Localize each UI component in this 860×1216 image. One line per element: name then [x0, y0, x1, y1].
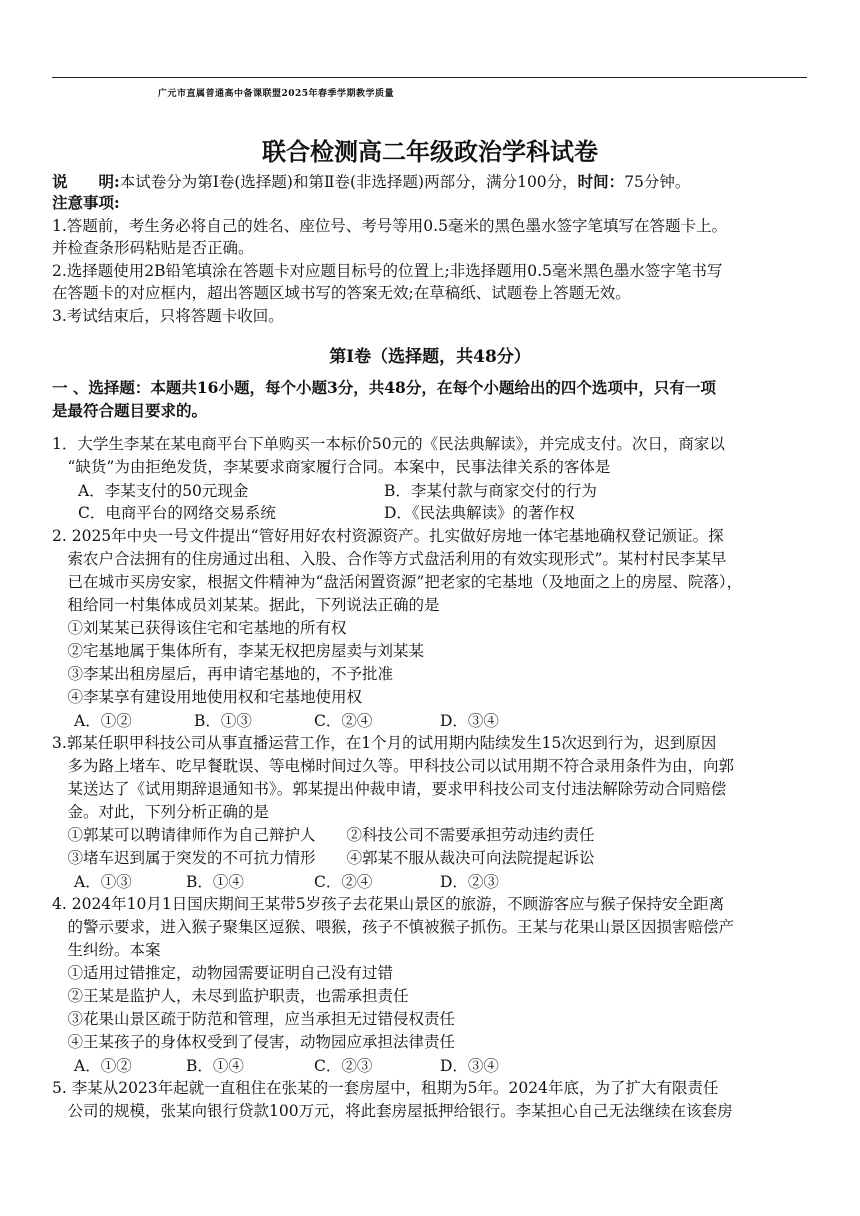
- exam-note: [52, 171, 690, 193]
- q3-option-d: D．②③: [440, 873, 499, 891]
- section-title: 第Ⅰ卷（选择题，共48分）: [329, 347, 531, 367]
- q2-statement: ③李某出租房屋后，再申请宅基地的，不予批准: [52, 665, 394, 683]
- q4-option-a: A．①②: [74, 1057, 132, 1075]
- q5-stem: 5. 李某从2023年起就一直租住在张某的一套房屋中，租期为5年。2024年底，为了扩大有限责任: [52, 1079, 719, 1097]
- instructions-line: 是最符合题目要求的。: [52, 401, 208, 420]
- q2-option-b: B．①③: [194, 712, 252, 730]
- q2-option-a: A．①②: [74, 712, 132, 730]
- q3-option-a: A．①③: [74, 873, 132, 891]
- attention-line: 2.选择题使用2B铅笔填涂在答题卡对应题目标号的位置上;非选择题用0.5毫米黑色墨水签字笔书写: [52, 262, 723, 280]
- q1-stem: “缺货”为由拒绝发货，李某要求商家履行合同。本案中，民事法律关系的客体是: [52, 458, 611, 476]
- q4-stem: 4. 2024年10月1日国庆期间王某带5岁孩子去花果山景区的旅游，不顾游客应与猴子保持安全距离: [52, 895, 725, 913]
- q4-statement: ③花果山景区疏于防范和管理，应当承担无过错侵权责任: [52, 1010, 456, 1028]
- q3-statement: ③堵车迟到属于突发的不可抗力情形 ④郭某不服从裁决可向法院提起诉讼: [52, 849, 595, 867]
- q4-stem: 生纠纷。本案: [52, 941, 161, 959]
- attention-line: 3.考试结束后，只将答题卡收回。: [52, 307, 284, 325]
- q2-statement: ②宅基地属于集体所有，李某无权把房屋卖与刘某某: [52, 642, 425, 660]
- q4-statement: ④王某孩子的身体权受到了侵害，动物园应承担法律责任: [52, 1033, 456, 1051]
- q3-option-b: B．①④: [186, 873, 244, 891]
- q4-option-b: B．①④: [186, 1057, 244, 1075]
- q3-stem: 多为路上堵车、吃早餐耽误、等电梯时间过久等。甲科技公司以试用期不符合录用条件为由，向郭: [52, 757, 735, 775]
- attention-line: 在答题卡的对应框内，超出答题区域书写的答案无效;在草稿纸、试题卷上答题无效。: [52, 284, 631, 302]
- q1-option-d: D．《民法典解读》的著作权: [384, 504, 575, 522]
- note-label: 说 明:: [52, 172, 120, 191]
- q4-statement: ②王某是监护人，未尽到监护职责，也需承担责任: [52, 987, 409, 1005]
- time-label: 时间：: [577, 172, 625, 191]
- q3-stem: 金。对此，下列分析正确的是: [52, 803, 270, 821]
- q2-option-d: D．③④: [440, 712, 499, 730]
- q5-stem: 公司的规模，张某向银行贷款100万元，将此套房屋抵押给银行。李某担心自己无法继续在该套房: [52, 1102, 733, 1120]
- q2-option-c: C．②④: [314, 712, 373, 730]
- attention-heading: 注意事项:: [52, 193, 120, 212]
- q1-option-c: C．电商平台的网络交易系统: [78, 504, 276, 522]
- q1-option-b: B．李某付款与商家交付的行为: [384, 482, 597, 500]
- time-value: 75分钟。: [624, 173, 691, 191]
- q1-option-a: A．李某支付的50元现金: [78, 482, 249, 500]
- q3-option-c: C．②④: [314, 873, 373, 891]
- exam-title-line1: 广元市直属普通高中备课联盟2025年春季学期教学质量: [158, 89, 395, 99]
- instructions-line: 一 、选择题：本题共16小题，每个小题3分，共48分，在每个小题给出的四个选项中，只有一项: [52, 378, 716, 397]
- q4-stem: 的警示要求，进入猴子聚集区逗猴、喂猴，孩子不慎被猴子抓伤。王某与花果山景区因损害赔偿产: [52, 918, 735, 936]
- attention-line: 1.答题前，考生务必将自己的姓名、座位号、考号等用0.5毫米的黑色墨水签字笔填写在答题卡上。: [52, 217, 727, 235]
- attention-line: 并检查条形码粘贴是否正确。: [52, 239, 254, 257]
- q2-stem: 租给同一村集体成员刘某某。据此，下列说法正确的是: [52, 596, 440, 614]
- q3-statement: ①郭某可以聘请律师作为自己辩护人 ②科技公司不需要承担劳动违约责任: [52, 826, 595, 844]
- q2-statement: ④李某享有建设用地使用权和宅基地使用权: [52, 688, 363, 706]
- exam-title-line2: 联合检测高二年级政治学科试卷: [262, 137, 598, 166]
- header-rule: [52, 77, 807, 78]
- q3-stem: 某送达了《试用期辞退通知书》。郭某提出仲裁申请，要求甲科技公司支付违法解除劳动合同赔偿: [52, 780, 727, 798]
- q3-stem: 3.郭某任职甲科技公司从事直播运营工作，在1个月的试用期内陆续发生15次迟到行为，迟到原因: [52, 734, 717, 752]
- q4-option-c: C．②③: [314, 1057, 373, 1075]
- q4-statement: ①适用过错推定，动物园需要证明自己没有过错: [52, 964, 394, 982]
- q4-option-d: D．③④: [440, 1057, 499, 1075]
- q1-stem: 1．大学生李某在某电商平台下单购买一本标价50元的《民法典解读》，并完成支付。次日，商家以: [52, 435, 725, 453]
- q2-stem: 已在城市买房安家，根据文件精神为“盘活闲置资源”把老家的宅基地（及地面之上的房屋、院落），: [52, 573, 743, 591]
- q2-stem: 索农户合法拥有的住房通过出租、入股、合作等方式盘活利用的有效实现形式”。某村村民李某早: [52, 550, 727, 568]
- q2-statement: ①刘某某已获得该住宅和宅基地的所有权: [52, 619, 347, 637]
- q2-stem: 2. 2025年中央一号文件提出“管好用好农村资源资产。扎实做好房地一体宅基地确权登记颁证。探: [52, 527, 724, 545]
- note-text: 本试卷分为第Ⅰ卷(选择题)和第Ⅱ卷(非选择题)两部分，满分100分，: [119, 173, 578, 191]
